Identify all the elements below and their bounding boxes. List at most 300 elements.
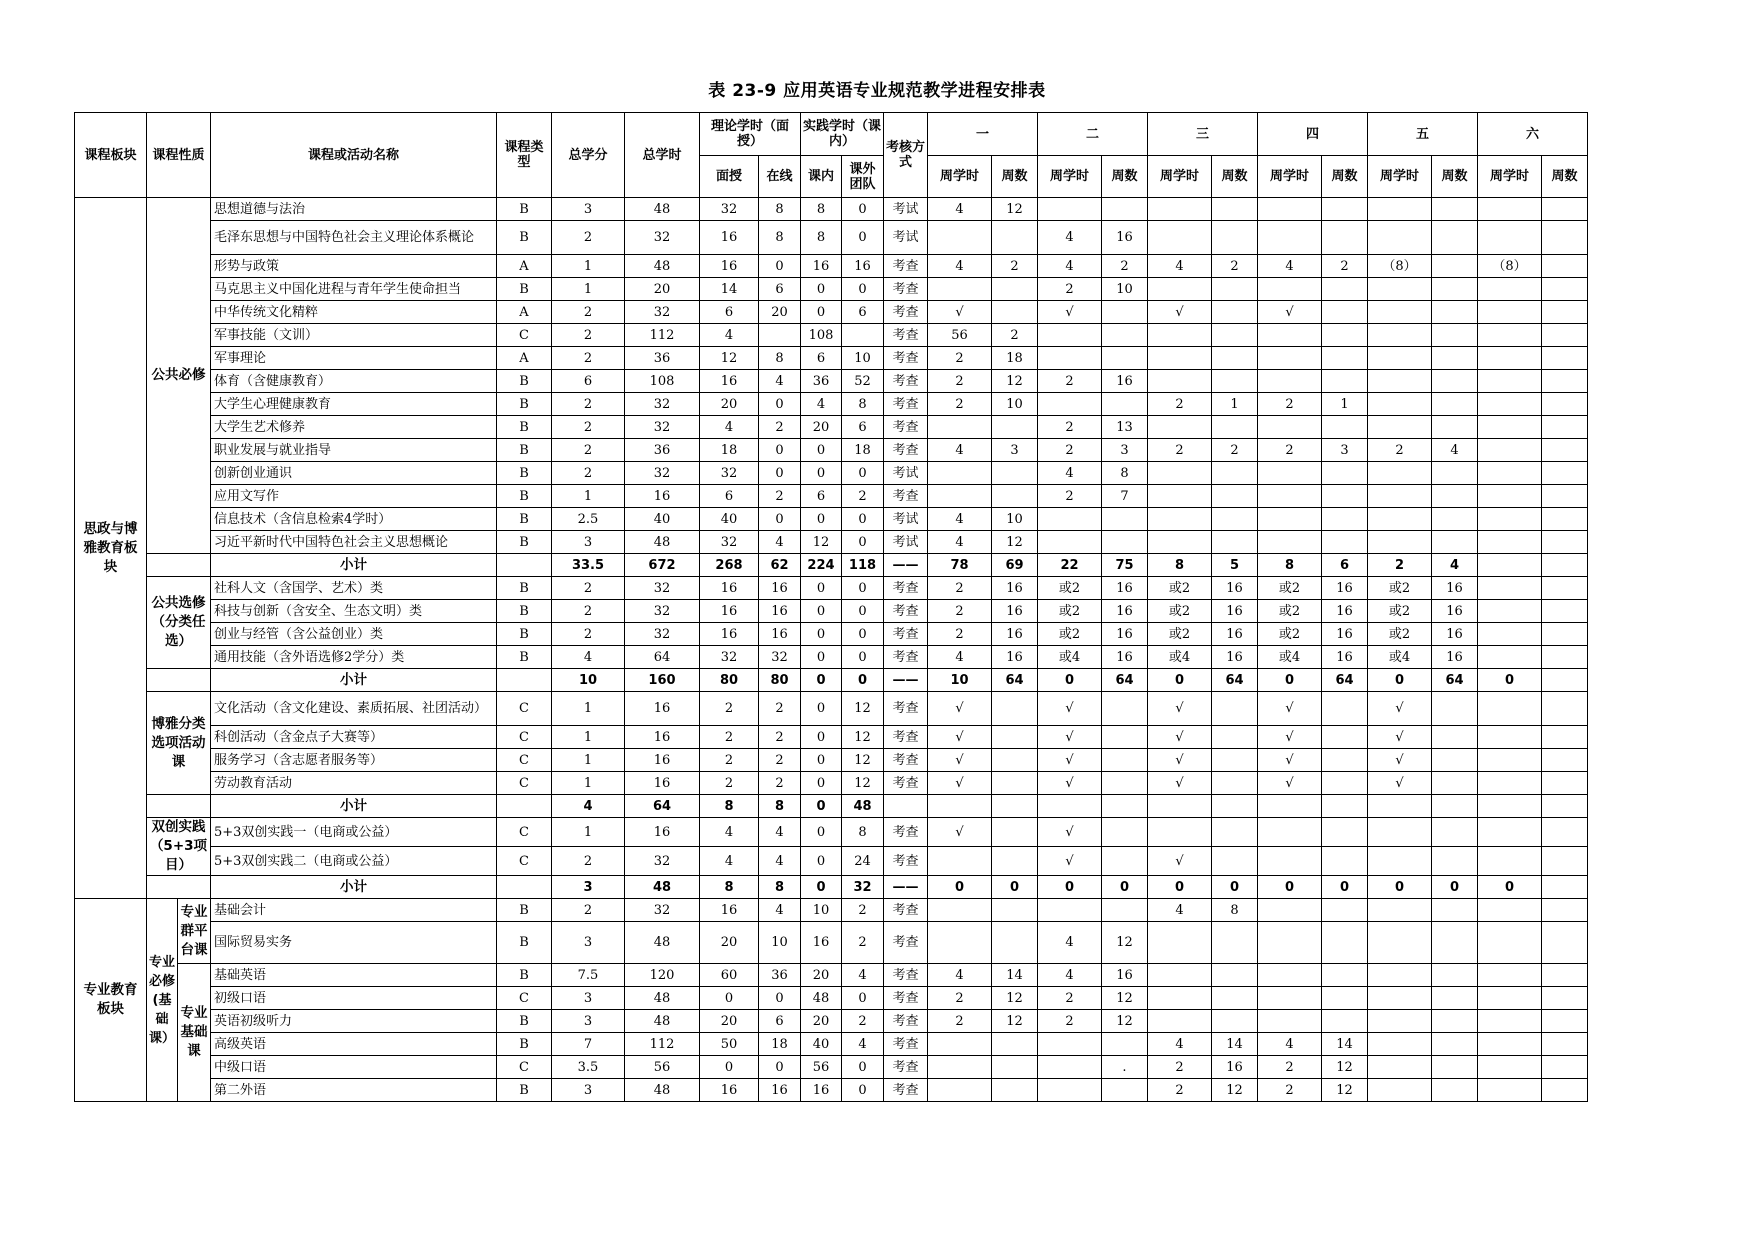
- table-cell: 或2: [1038, 577, 1102, 600]
- table-cell: 或2: [1038, 623, 1102, 646]
- table-cell: [992, 692, 1038, 726]
- table-cell: 1: [552, 278, 625, 301]
- table-row: [75, 324, 1588, 347]
- table-cell: B: [497, 416, 552, 439]
- table-row: [75, 393, 1588, 416]
- table-cell: 40: [700, 508, 759, 531]
- table-cell: 0: [759, 1056, 801, 1079]
- table-cell: [1148, 416, 1212, 439]
- table-cell: [1102, 847, 1148, 876]
- table-cell: 10: [1102, 278, 1148, 301]
- table-cell: 或4: [1258, 646, 1322, 669]
- table-cell: [1432, 347, 1478, 370]
- table-cell: [1478, 221, 1542, 255]
- table-cell: 考查: [884, 301, 928, 324]
- table-cell: 2: [928, 347, 992, 370]
- table-cell: 20: [700, 1010, 759, 1033]
- table-cell: 0: [842, 1079, 884, 1102]
- table-cell: 4: [1258, 1033, 1322, 1056]
- table-cell: 0: [842, 600, 884, 623]
- table-cell: （8）: [1478, 255, 1542, 278]
- table-cell: 考查: [884, 1079, 928, 1102]
- table-cell: 12: [700, 347, 759, 370]
- table-cell: 0: [801, 726, 842, 749]
- table-cell: 14: [700, 278, 759, 301]
- table-cell: √: [1148, 749, 1212, 772]
- table-cell: 12: [992, 1010, 1038, 1033]
- header-block: 课程板块: [75, 113, 147, 198]
- header-weeks: 周数: [1102, 156, 1148, 198]
- table-cell: [1258, 1010, 1322, 1033]
- table-row: [75, 1033, 1588, 1056]
- table-cell: 4: [928, 508, 992, 531]
- table-cell: 12: [842, 692, 884, 726]
- table-cell: [1038, 198, 1102, 221]
- table-row: [75, 198, 1588, 221]
- table-cell: [1478, 1010, 1542, 1033]
- table-cell: 40: [625, 508, 700, 531]
- table-cell: 48: [625, 1010, 700, 1033]
- table-cell: 2: [552, 301, 625, 324]
- table-cell: 16: [1102, 623, 1148, 646]
- table-cell: [1322, 964, 1368, 987]
- table-cell: 2: [759, 749, 801, 772]
- table-cell: [1212, 462, 1258, 485]
- table-cell: [1038, 531, 1102, 554]
- table-cell: 16: [625, 749, 700, 772]
- table-row: [75, 726, 1588, 749]
- table-cell: 12: [1322, 1079, 1368, 1102]
- table-cell: [1542, 692, 1588, 726]
- table-row: [75, 795, 1588, 818]
- subtotal-cell: 64: [1432, 669, 1478, 692]
- header-weeks: 周数: [992, 156, 1038, 198]
- table-cell: 4: [928, 531, 992, 554]
- table-cell: [1322, 531, 1368, 554]
- table-cell: [1322, 221, 1368, 255]
- table-cell: [1258, 221, 1322, 255]
- table-cell: 2: [759, 772, 801, 795]
- table-cell: [1368, 485, 1432, 508]
- table-cell: 2: [1148, 1079, 1212, 1102]
- subtotal-label: 小计: [211, 554, 497, 577]
- table-cell: [1432, 1033, 1478, 1056]
- table-cell: [497, 554, 552, 577]
- table-cell: 16: [1322, 623, 1368, 646]
- table-cell: [1148, 485, 1212, 508]
- table-cell: √: [1368, 726, 1432, 749]
- table-cell: 2: [1148, 439, 1212, 462]
- table-cell: √: [1038, 749, 1102, 772]
- table-cell: 或2: [1038, 600, 1102, 623]
- table-cell: 0: [759, 462, 801, 485]
- table-cell: 3: [1322, 439, 1368, 462]
- header-inclass: 课内: [801, 156, 842, 198]
- table-cell: 2: [1038, 439, 1102, 462]
- table-cell: B: [497, 577, 552, 600]
- table-cell: [1368, 1056, 1432, 1079]
- table-cell: [1478, 749, 1542, 772]
- table-cell: [1148, 922, 1212, 964]
- table-cell: [1258, 324, 1322, 347]
- table-cell: 16: [801, 255, 842, 278]
- table-cell: 4: [700, 818, 759, 847]
- table-cell: 0: [842, 623, 884, 646]
- table-cell: 7: [552, 1033, 625, 1056]
- table-row: [75, 531, 1588, 554]
- table-cell: [992, 1079, 1038, 1102]
- table-cell: 32: [625, 393, 700, 416]
- table-cell: 考查: [884, 347, 928, 370]
- table-cell: 2: [1212, 255, 1258, 278]
- table-cell: [1212, 726, 1258, 749]
- subtotal-cell: 10: [928, 669, 992, 692]
- table-cell: [1542, 749, 1588, 772]
- table-cell: 8: [759, 198, 801, 221]
- subtotal-cell: 0: [801, 876, 842, 899]
- table-row: [75, 876, 1588, 899]
- table-cell: 40: [801, 1033, 842, 1056]
- table-cell: 考查: [884, 749, 928, 772]
- table-cell: [928, 416, 992, 439]
- table-cell: 0: [842, 508, 884, 531]
- subtotal-cell: ——: [884, 669, 928, 692]
- table-cell: [1258, 416, 1322, 439]
- table-row: [75, 987, 1588, 1010]
- table-cell: 16: [801, 922, 842, 964]
- table-cell: √: [1038, 301, 1102, 324]
- table-cell: 考查: [884, 1056, 928, 1079]
- table-cell: [1542, 485, 1588, 508]
- course-name: 中级口语: [211, 1056, 497, 1079]
- subtotal-cell: [1542, 795, 1588, 818]
- table-cell: [147, 669, 211, 692]
- table-cell: 2: [1322, 255, 1368, 278]
- table-cell: 4: [1432, 439, 1478, 462]
- table-cell: [1542, 221, 1588, 255]
- table-row: [75, 462, 1588, 485]
- table-cell: 16: [700, 1079, 759, 1102]
- table-cell: [1148, 347, 1212, 370]
- table-cell: [1368, 987, 1432, 1010]
- section-zhuanye-bixiu: 专业必修(基础课）: [147, 899, 178, 1102]
- table-cell: [1478, 623, 1542, 646]
- table-cell: 16: [1102, 964, 1148, 987]
- table-cell: [497, 876, 552, 899]
- table-cell: [1148, 198, 1212, 221]
- header-weeks: 周数: [1212, 156, 1258, 198]
- table-cell: 6: [842, 416, 884, 439]
- table-cell: 2: [842, 922, 884, 964]
- table-cell: [1368, 922, 1432, 964]
- table-cell: 13: [1102, 416, 1148, 439]
- table-cell: [992, 485, 1038, 508]
- table-cell: 48: [625, 531, 700, 554]
- table-cell: [1258, 847, 1322, 876]
- subtotal-cell: 0: [1038, 876, 1102, 899]
- table-cell: B: [497, 922, 552, 964]
- table-cell: [1148, 462, 1212, 485]
- table-cell: [1432, 749, 1478, 772]
- table-row: [75, 439, 1588, 462]
- table-cell: 20: [801, 964, 842, 987]
- subtotal-cell: 64: [1212, 669, 1258, 692]
- table-cell: 考查: [884, 439, 928, 462]
- table-cell: [1368, 508, 1432, 531]
- table-cell: [1478, 324, 1542, 347]
- table-cell: [1542, 847, 1588, 876]
- table-cell: 32: [700, 198, 759, 221]
- table-cell: 12: [842, 749, 884, 772]
- table-cell: 2: [842, 485, 884, 508]
- course-name: 创新创业通识: [211, 462, 497, 485]
- table-cell: [1432, 1056, 1478, 1079]
- subtotal-cell: 8: [759, 876, 801, 899]
- table-cell: [1478, 772, 1542, 795]
- table-cell: [1432, 198, 1478, 221]
- subtotal-cell: 0: [992, 876, 1038, 899]
- table-cell: 0: [759, 987, 801, 1010]
- table-cell: √: [928, 692, 992, 726]
- header-online: 在线: [759, 156, 801, 198]
- course-name: 通用技能（含外语选修2学分）类: [211, 646, 497, 669]
- subtotal-cell: 224: [801, 554, 842, 577]
- table-cell: 3: [552, 1079, 625, 1102]
- course-name: 社科人文（含国学、艺术）类: [211, 577, 497, 600]
- subtotal-cell: 268: [700, 554, 759, 577]
- table-cell: 考查: [884, 600, 928, 623]
- table-row: [75, 1010, 1588, 1033]
- table-row: [75, 899, 1588, 922]
- table-cell: [1478, 646, 1542, 669]
- table-cell: [992, 416, 1038, 439]
- table-row: [75, 485, 1588, 508]
- table-cell: √: [1148, 772, 1212, 795]
- table-cell: [1478, 485, 1542, 508]
- table-cell: 或2: [1148, 577, 1212, 600]
- table-cell: [1148, 818, 1212, 847]
- table-cell: 16: [1212, 1056, 1258, 1079]
- table-cell: [1038, 393, 1102, 416]
- subtotal-cell: [1478, 795, 1542, 818]
- subtotal-cell: [1212, 795, 1258, 818]
- section-boya: 博雅分类选项活动课: [147, 692, 211, 795]
- table-cell: 考查: [884, 772, 928, 795]
- table-cell: [1432, 987, 1478, 1010]
- subtotal-cell: [1148, 795, 1212, 818]
- table-cell: 16: [625, 485, 700, 508]
- table-cell: [1102, 393, 1148, 416]
- table-cell: [1478, 1079, 1542, 1102]
- table-cell: [1432, 462, 1478, 485]
- table-cell: [928, 922, 992, 964]
- table-cell: 16: [759, 623, 801, 646]
- course-name: 形势与政策: [211, 255, 497, 278]
- table-cell: [1322, 324, 1368, 347]
- table-cell: [1148, 1010, 1212, 1033]
- table-cell: [1212, 324, 1258, 347]
- subtotal-cell: 4: [1432, 554, 1478, 577]
- table-cell: [1102, 899, 1148, 922]
- table-row: [75, 301, 1588, 324]
- table-cell: 16: [759, 1079, 801, 1102]
- table-cell: 2: [759, 726, 801, 749]
- table-cell: [1478, 278, 1542, 301]
- header-weeks: 周数: [1542, 156, 1588, 198]
- header-term: 五: [1368, 113, 1478, 156]
- table-cell: （8）: [1368, 255, 1432, 278]
- table-cell: 4: [842, 1033, 884, 1056]
- table-cell: [1478, 301, 1542, 324]
- course-name: 科技与创新（含安全、生态文明）类: [211, 600, 497, 623]
- table-cell: 4: [700, 416, 759, 439]
- table-cell: [1212, 416, 1258, 439]
- subtotal-cell: ——: [884, 554, 928, 577]
- table-cell: [1478, 462, 1542, 485]
- table-cell: [1432, 531, 1478, 554]
- course-name: 大学生艺术修养: [211, 416, 497, 439]
- header-extra: 课外团队: [842, 156, 884, 198]
- schedule-table: [74, 112, 1588, 1102]
- table-cell: 0: [842, 531, 884, 554]
- table-cell: [928, 485, 992, 508]
- table-cell: [1102, 1079, 1148, 1102]
- table-cell: [1102, 749, 1148, 772]
- table-row: [75, 554, 1588, 577]
- table-cell: 16: [759, 600, 801, 623]
- table-cell: 36: [625, 347, 700, 370]
- table-cell: 16: [1212, 600, 1258, 623]
- table-cell: [1542, 278, 1588, 301]
- table-cell: 2: [700, 726, 759, 749]
- table-cell: 1: [1212, 393, 1258, 416]
- table-cell: B: [497, 221, 552, 255]
- table-cell: 6: [552, 370, 625, 393]
- table-cell: 10: [992, 393, 1038, 416]
- table-cell: √: [928, 726, 992, 749]
- table-cell: [1212, 278, 1258, 301]
- table-cell: 20: [625, 278, 700, 301]
- table-cell: [928, 899, 992, 922]
- table-cell: [1368, 370, 1432, 393]
- header-assess: 考核方式: [884, 113, 928, 198]
- table-cell: [147, 795, 211, 818]
- table-cell: B: [497, 485, 552, 508]
- table-cell: 0: [801, 646, 842, 669]
- subtotal-cell: 69: [992, 554, 1038, 577]
- table-cell: [759, 324, 801, 347]
- table-cell: [1148, 370, 1212, 393]
- table-cell: [1322, 462, 1368, 485]
- table-row: [75, 623, 1588, 646]
- table-cell: [1102, 531, 1148, 554]
- table-cell: 20: [759, 301, 801, 324]
- subtotal-cell: 80: [759, 669, 801, 692]
- table-cell: 2: [1038, 370, 1102, 393]
- table-cell: 2: [1368, 439, 1432, 462]
- section-qunpingtai: 专业群平台课: [178, 899, 211, 964]
- table-cell: [1322, 899, 1368, 922]
- table-cell: [1368, 964, 1432, 987]
- table-cell: 2: [552, 221, 625, 255]
- table-cell: [1478, 922, 1542, 964]
- table-cell: [1542, 531, 1588, 554]
- table-cell: 考试: [884, 508, 928, 531]
- table-cell: 6: [700, 485, 759, 508]
- table-cell: B: [497, 198, 552, 221]
- table-cell: 8: [759, 347, 801, 370]
- table-row: [75, 508, 1588, 531]
- table-cell: [1368, 899, 1432, 922]
- table-cell: √: [1148, 692, 1212, 726]
- table-cell: 32: [700, 462, 759, 485]
- course-name: 5+3双创实践二（电商或公益）: [211, 847, 497, 876]
- table-cell: 4: [700, 847, 759, 876]
- header-term: 四: [1258, 113, 1368, 156]
- table-row: [75, 600, 1588, 623]
- table-cell: [1368, 1079, 1432, 1102]
- subtotal-cell: [1432, 795, 1478, 818]
- table-cell: [1478, 818, 1542, 847]
- table-cell: 2: [992, 255, 1038, 278]
- table-cell: [147, 876, 211, 899]
- table-cell: [992, 221, 1038, 255]
- table-cell: 3: [1102, 439, 1148, 462]
- table-cell: [1212, 198, 1258, 221]
- table-cell: 16: [700, 221, 759, 255]
- course-name: 马克思主义中国化进程与青年学生使命担当: [211, 278, 497, 301]
- table-cell: 4: [928, 439, 992, 462]
- table-cell: √: [1038, 692, 1102, 726]
- table-cell: 20: [700, 393, 759, 416]
- table-cell: 8: [1212, 899, 1258, 922]
- table-cell: [1478, 198, 1542, 221]
- table-cell: 2: [552, 577, 625, 600]
- table-cell: 16: [700, 577, 759, 600]
- course-name: 5+3双创实践一（电商或公益）: [211, 818, 497, 847]
- table-cell: 0: [801, 301, 842, 324]
- table-cell: [1542, 726, 1588, 749]
- table-cell: B: [497, 393, 552, 416]
- table-cell: [1478, 347, 1542, 370]
- table-cell: [497, 795, 552, 818]
- table-cell: 16: [625, 772, 700, 795]
- table-cell: [497, 669, 552, 692]
- table-cell: [1542, 818, 1588, 847]
- table-cell: 36: [801, 370, 842, 393]
- table-cell: 0: [842, 987, 884, 1010]
- table-cell: [1478, 416, 1542, 439]
- table-cell: [1038, 1033, 1102, 1056]
- table-cell: 32: [625, 899, 700, 922]
- table-cell: 1: [552, 772, 625, 795]
- table-cell: 12: [1212, 1079, 1258, 1102]
- subtotal-cell: 22: [1038, 554, 1102, 577]
- table-cell: [1542, 347, 1588, 370]
- table-cell: 2: [552, 416, 625, 439]
- table-cell: [992, 847, 1038, 876]
- subtotal-cell: ——: [884, 876, 928, 899]
- table-cell: [1322, 508, 1368, 531]
- table-cell: √: [1368, 749, 1432, 772]
- section-zhuanye: 专业教育板块: [75, 899, 147, 1102]
- table-cell: 12: [1102, 987, 1148, 1010]
- table-cell: [1542, 301, 1588, 324]
- course-name: 科创活动（含金点子大赛等）: [211, 726, 497, 749]
- table-cell: 3: [552, 198, 625, 221]
- table-cell: 36: [625, 439, 700, 462]
- table-cell: 0: [700, 987, 759, 1010]
